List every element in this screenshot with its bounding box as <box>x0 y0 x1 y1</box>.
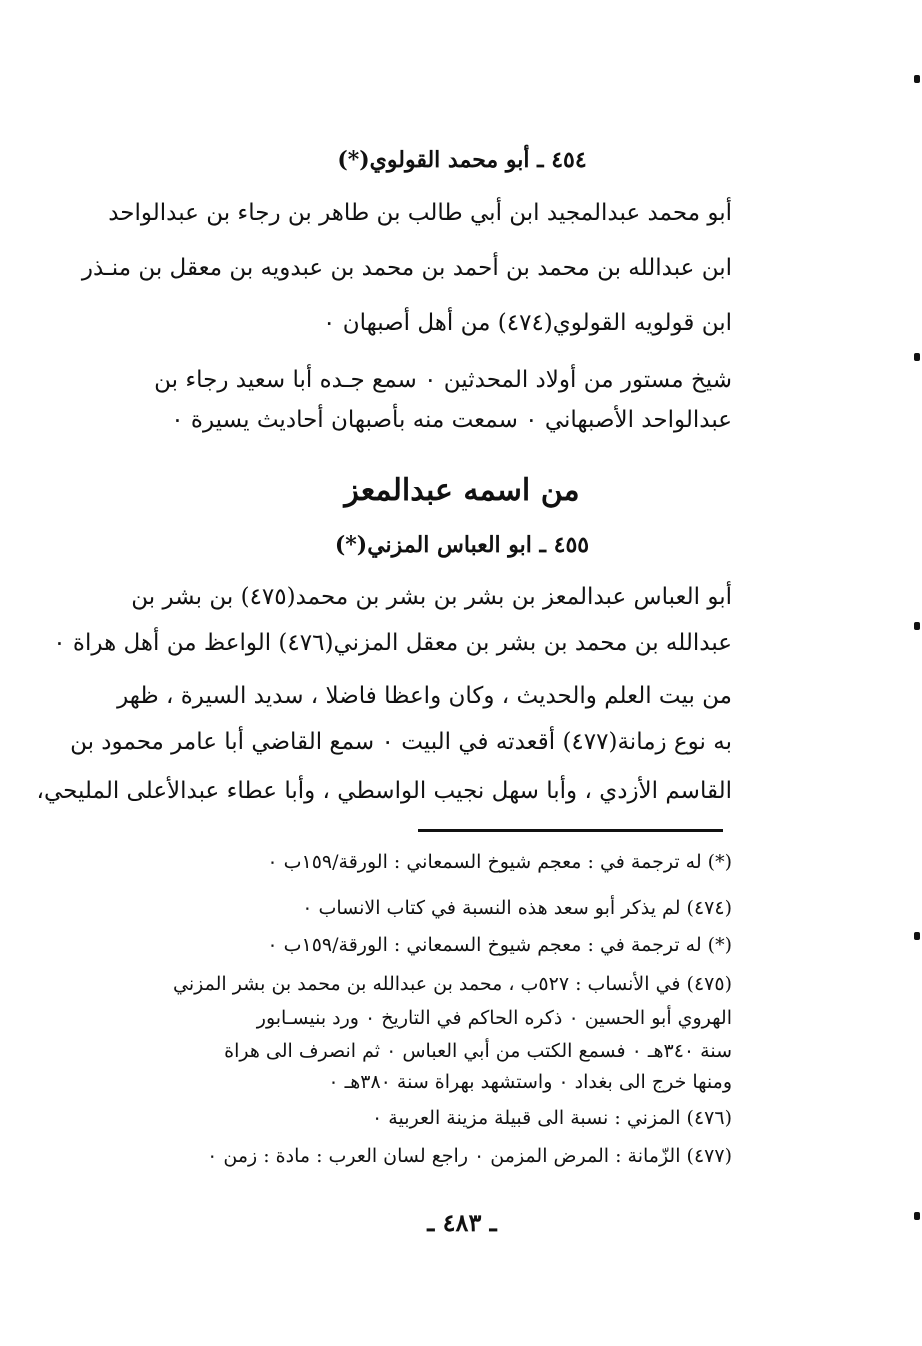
footnote-3: (*) له ترجمة في : معجم شيوخ السمعاني : الورقة/١٥٩ب ٠ <box>267 934 732 956</box>
footnote-2: (٤٧٤) لم يذكر أبو سعد هذه النسبة في كتاب الانساب ٠ <box>302 897 732 919</box>
scan-edge-mark <box>914 75 920 83</box>
entry-455-line-4: به نوع زمانة(٤٧٧) أقعدته في البيت ٠ سمع القاضي أبا عامر محمود بن <box>70 729 732 755</box>
footnote-4-cont-1: الهروي أبو الحسين ٠ ذكره الحاكم في التاريخ ٠ ورد بنيسـابور <box>256 1007 732 1029</box>
entry-455-line-5: القاسم الأزدي ، وأبا سهل نجيب الواسطي ، وأبا عطاء عبدالأعلى المليحي، <box>36 778 732 804</box>
footnote-4: (٤٧٥) في الأنساب : ٥٢٧ب ، محمد بن عبدالله بن محمد بن بشر المزني <box>173 973 732 995</box>
entry-454-line-2: ابن عبدالله بن محمد بن أحمد بن محمد بن عبدويه بن معقل بن منـذر <box>81 255 732 281</box>
entry-455-line-2: عبدالله بن محمد بن بشر بن معقل المزني(٤٧٦) الواعظ من أهل هراة ٠ <box>53 630 732 656</box>
footnote-6: (٤٧٧) الزّمانة : المرض المزمن ٠ راجع لسان العرب : مادة : زمن ٠ <box>207 1145 732 1167</box>
entry-454-line-1: أبو محمد عبدالمجيد ابن أبي طالب بن طاهر بن رجاء بن عبدالواحد <box>108 200 732 226</box>
scan-edge-mark <box>914 932 920 940</box>
entry-455-line-3: من بيت العلم والحديث ، وكان واعظا فاضلا ، سديد السيرة ، ظهر <box>117 683 732 709</box>
scan-edge-mark <box>914 622 920 630</box>
entry-455-heading: ٤٥٥ ـ ابو العباس المزني(*) <box>334 532 590 558</box>
footnote-1: (*) له ترجمة في : معجم شيوخ السمعاني : الورقة/١٥٩ب ٠ <box>267 851 732 873</box>
footnote-4-cont-2: سنة ٣٤٠هـ ٠ فسمع الكتب من أبي العباس ٠ ثم انصرف الى هراة <box>224 1040 732 1062</box>
section-title: من اسمه عبدالمعز <box>344 473 580 508</box>
scan-edge-mark <box>914 1212 920 1220</box>
page-number: ـ ٤٨٣ ـ <box>427 1208 497 1237</box>
footnote-separator <box>418 829 723 832</box>
entry-455-line-1: أبو العباس عبدالمعز بن بشر بن بشر بن محمد(٤٧٥) بن بشر بن <box>131 584 732 610</box>
entry-454-heading: ٤٥٤ ـ أبو محمد القولوي(*) <box>337 147 587 173</box>
entry-454-line-5: عبدالواحد الأصبهاني ٠ سمعت منه بأصبهان أحاديث يسيرة ٠ <box>171 407 732 433</box>
entry-454-line-4: شيخ مستور من أولاد المحدثين ٠ سمع جـده أبا سعيد رجاء بن <box>154 367 732 393</box>
footnote-4-cont-3: ومنها خرج الى بغداد ٠ واستشهد بهراة سنة ٣٨٠هـ ٠ <box>328 1071 732 1093</box>
footnote-5: (٤٧٦) المزني : نسبة الى قبيلة مزينة العربية ٠ <box>372 1107 732 1129</box>
scan-edge-mark <box>914 353 920 361</box>
entry-454-line-3: ابن قولويه القولوي(٤٧٤) من أهل أصبهان ٠ <box>323 310 732 336</box>
